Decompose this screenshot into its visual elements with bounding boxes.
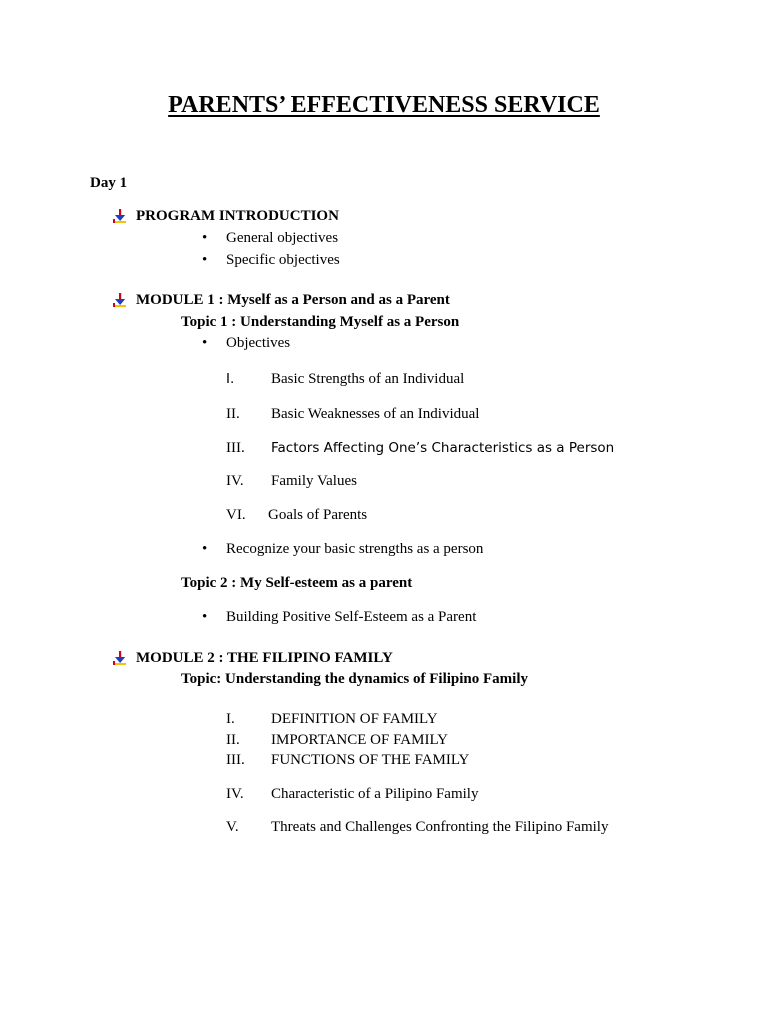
arrow-bullet-icon	[112, 208, 128, 224]
arrow-bullet-icon	[112, 292, 128, 308]
module-2-topic: Topic: Understanding the dynamics of Filipino Family	[181, 671, 528, 687]
module-1-topic-1: Topic 1 : Understanding Myself as a Person	[181, 314, 460, 330]
module-1-heading: MODULE 1 : Myself as a Person and as a Parent	[136, 292, 450, 308]
arrow-bullet-icon	[112, 650, 128, 666]
program-introduction-heading: PROGRAM INTRODUCTION	[136, 208, 339, 224]
module-1-topic-2: Topic 2 : My Self-esteem as a parent	[181, 575, 413, 591]
day-label: Day 1	[90, 175, 128, 191]
page-title: PARENTS’ EFFECTIVENESS SERVICE	[168, 92, 600, 118]
module-2-heading: MODULE 2 : THE FILIPINO FAMILY	[136, 650, 393, 666]
